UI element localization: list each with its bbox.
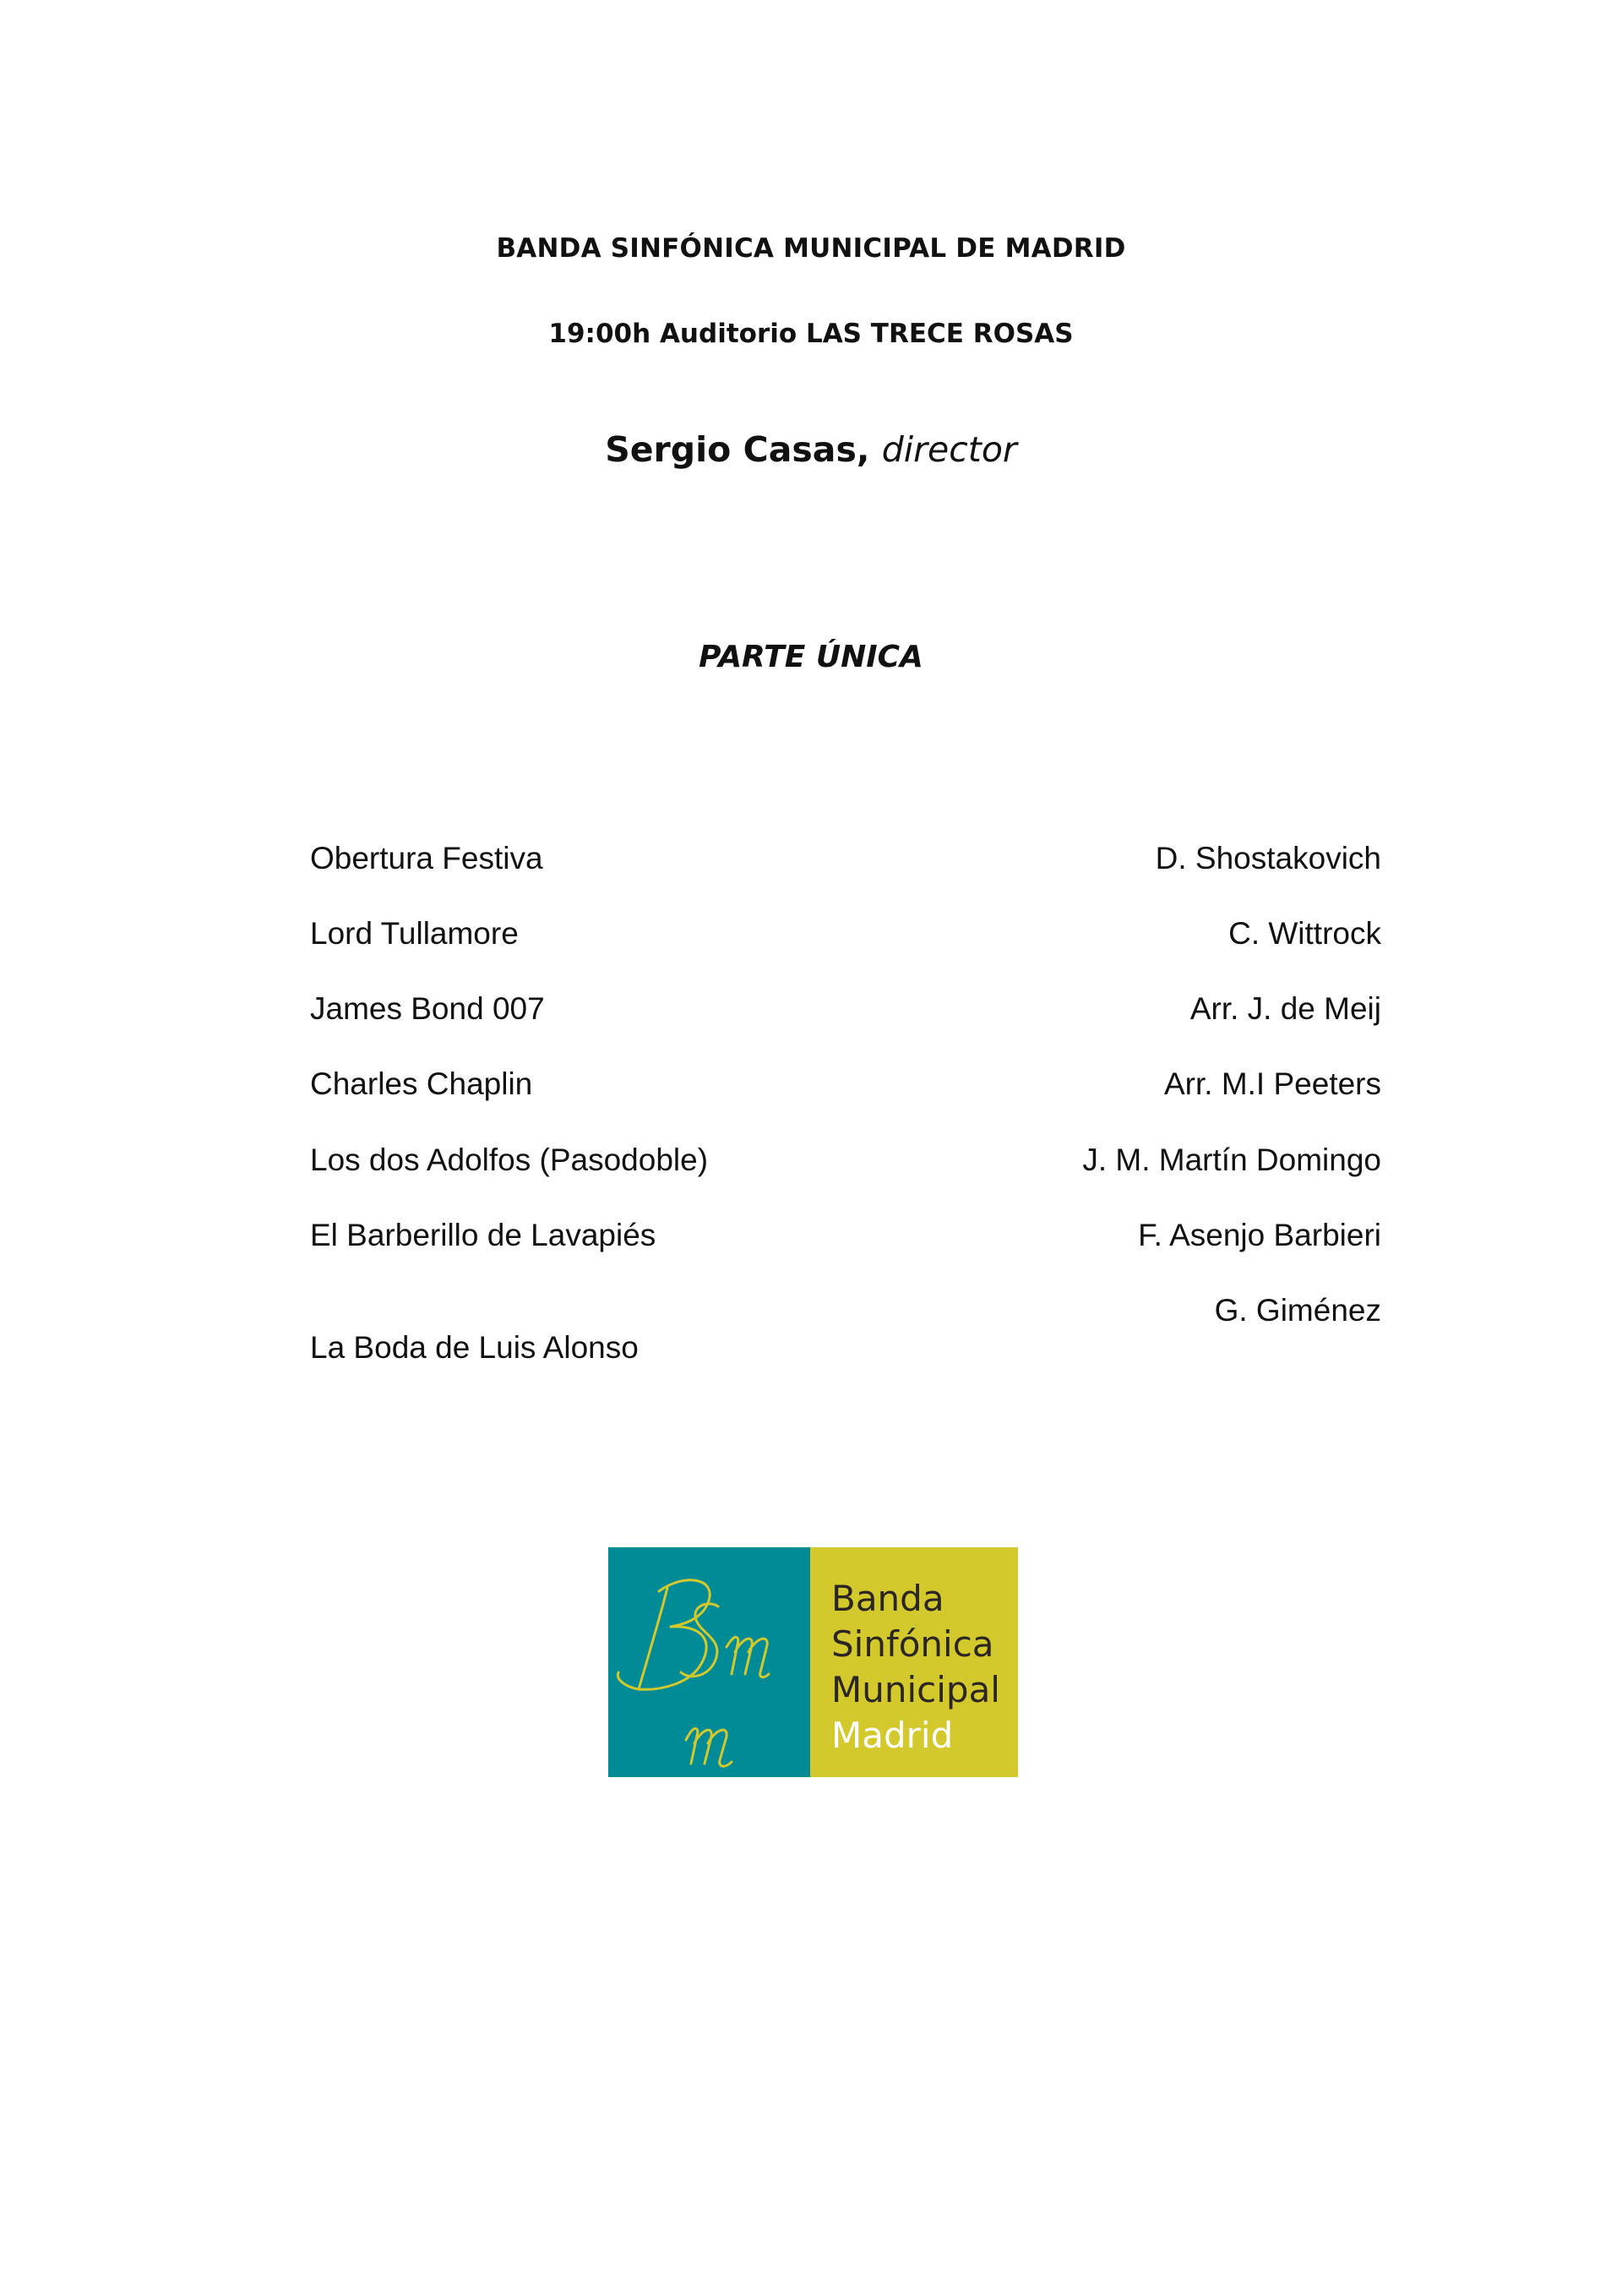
piece-title: James Bond 007 — [310, 991, 545, 1026]
piece-composer: Arr. J. de Meij — [1189, 991, 1381, 1026]
logo-line-madrid: Madrid — [831, 1715, 954, 1756]
piece-composer: Arr. M.I Peeters — [1163, 1066, 1381, 1101]
piece-title: El Barberillo de Lavapiés — [310, 1218, 656, 1252]
piece-composer: C. Wittrock — [1228, 916, 1381, 951]
director-role: director — [881, 429, 1017, 470]
director-name: Sergio Casas, — [605, 429, 870, 470]
logo-text-panel — [810, 1547, 1018, 1777]
piece-title: Charles Chaplin — [310, 1066, 533, 1101]
piece-title: Lord Tullamore — [310, 916, 519, 951]
piece-title: La Boda de Luis Alonso — [310, 1330, 639, 1365]
logo-monogram-panel — [608, 1547, 810, 1777]
piece-composer: G. Giménez — [1214, 1293, 1381, 1328]
monogram-icon — [608, 1547, 810, 1777]
band-name-heading: BANDA SINFÓNICA MUNICIPAL DE MADRID — [496, 233, 1126, 264]
piece-composer: J. M. Martín Domingo — [1082, 1143, 1381, 1177]
logo-line-sinfonica: Sinfónica — [831, 1623, 994, 1665]
section-title: PARTE ÚNICA — [699, 640, 923, 674]
event-info: 19:00h Auditorio LAS TRECE ROSAS — [548, 319, 1074, 349]
logo-line-banda: Banda — [831, 1578, 944, 1619]
director-line — [0, 429, 1622, 470]
piece-title: Obertura Festiva — [310, 841, 543, 875]
bsmm-logo — [608, 1547, 1018, 1777]
logo-line-municipal: Municipal — [831, 1669, 1000, 1710]
piece-composer: D. Shostakovich — [1155, 841, 1381, 875]
piece-title: Los dos Adolfos (Pasodoble) — [310, 1143, 709, 1177]
piece-composer: F. Asenjo Barbieri — [1138, 1218, 1381, 1252]
